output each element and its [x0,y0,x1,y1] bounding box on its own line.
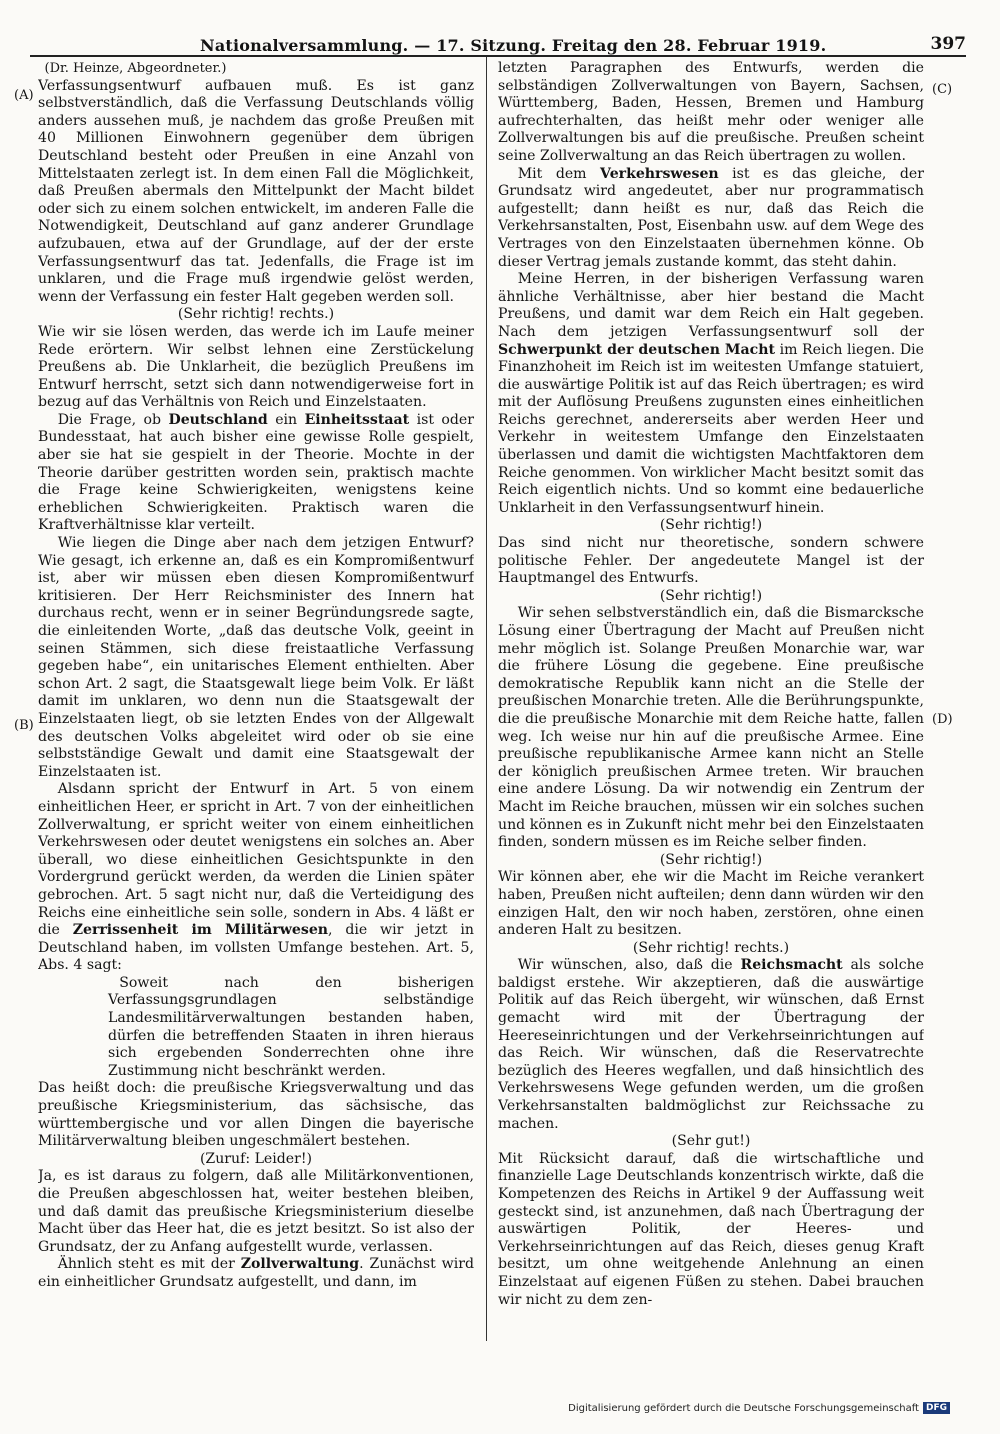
digitization-credit [568,1402,950,1414]
paragraph: Die Frage, ob Deutschland ein Einheitsstaat ist oder Bundesstaat, hat auch bisher eine gewisse Rolle gespielt, aber sie hat sie gespielt in der Theorie. Mochte in der Theorie darüber gestritten worden sein, praktisch machte die Frage keine Schwierigkeiten, wenigstens keine erheblichen Schwierigkeiten. Praktisch waren die Kraftverhältnisse klar verteilt. [38,411,474,534]
credit-text: Digitalisierung gefördert durch die Deutsche Forschungsgemeinschaft [568,1402,919,1414]
margin-mark-c: (C) [932,82,953,97]
dfg-logo: DFG [923,1402,950,1414]
paragraph: Ähnlich steht es mit der Zollverwaltung. Zunächst wird ein einheitlicher Grundsatz aufgestellt, und dann, im [38,1256,474,1290]
bold-term: Reichsmacht [740,957,843,974]
quoted-article: Soweit nach den bisherigen Verfassungsgrundlagen selbständige Landesmilitärverwaltungen bestanden haben, dürfen die betreffenden Staaten in ihren hieraus sich ergebenden Sonderrechten ohne ihre Zustimmung nicht beschränkt werden. [108,974,474,1079]
bold-term: Zollverwaltung [240,1256,360,1273]
paragraph: Wie liegen die Dinge aber nach dem jetzigen Entwurf? Wie gesagt, ich erkenne an, daß es ein Kompromißentwurf ist, aber wir müssen eben diesen Kompromißentwurf kritisieren. Der Herr Reichsminister des Innern hat durchaus recht, wenn er in seiner Begründungsrede sagte, die einleitenden Worte, „daß das deutsche Volk, geeint in seinen Stämmen, sich diese freistaatliche Verfassung gegeben habe“, ein unitarisches Element enthielten. Aber schon Art. 2 sagt, die Staatsgewalt liege beim Volk. Er läßt damit im unklaren, wo denn nun die Staatsgewalt der Einzelstaaten liegt, ob sie letzten Endes von der Allgewalt des deutschen Volks abgeleitet wird oder ob sie eine selbstständige Gewalt und damit eine Staatsgewalt der Einzelstaaten ist. [38,535,474,780]
speaker-note: (Dr. Heinze, Abgeordneter.) [44,61,227,76]
paragraph: Verfassungsentwurf aufbauen muß. Es ist ganz selbstverständlich, daß die Verfassung Deutschlands völlig anders aussehen muß, je nachdem das große Preußen mit 40 Millionen Einwohnern gegenüber dem übrigen Deutschland besteht oder Preußen in eine Anzahl von Mittelstaaten zerlegt ist. In dem einen Fall die Möglichkeit, daß Preußen abermals den Mittelpunkt der Macht bildet oder sich zu einem solchen entwickelt, im anderen Falle die Notwendigkeit, Deutschland auf ganz anderer Grundlage aufzubauen, etwa auf der Grundlage, auf der der erste Verfassungsentwurf das tat. Jedenfalls, die Frage ist im unklaren, und die Frage muß irgendwie gelöst werden, wenn der Verfassung ein fester Halt gegeben werden soll. [38,77,474,305]
margin-mark-a: (A) [14,88,34,103]
bold-term: Deutschland [168,411,268,428]
page-header [30,28,966,54]
interjection: (Sehr richtig! rechts.) [632,939,790,956]
header-rule [30,55,966,57]
interjection: (Sehr richtig!) [659,517,763,534]
interjection: (Sehr richtig!) [659,851,763,868]
margin-mark-b: (B) [14,718,34,733]
paragraph: Wir wünschen, also, daß die Reichsmacht als solche baldigst erstehe. Wir akzeptieren, daß die auswärtige Politik auf das Reich übergeht, wir wünschen, daß Ernst gemacht wird mit der Übertragung der Heereseinrichtungen und der Verkehrseinrichtungen auf das Reich. Wir wünschen, daß die Reservatrechte bezüglich des Heeres wegfallen, und daß hinsichtlich des Verkehrswesens Wege gefunden werden, um die großen Verkehrsanstalten baldmöglichst zur Reichssache zu machen. [498,957,924,1132]
paragraph: Wir können aber, ehe wir die Macht im Reiche verankert haben, Preußen nicht aufteilen; denn dann würden wir den einzigen Halt, den wir noch haben, zerstören, ohne einen anderen Halt zu besitzen. [498,869,924,939]
bold-term: Verkehrswesen [600,165,719,182]
right-column [498,60,924,1342]
paragraph: Das heißt doch: die preußische Kriegsverwaltung und das preußische Kriegsministerium, das sächsische, das württembergische und vor allen Dingen die bayerische Militärverwaltung bleiben ungeschmälert bestehen. [38,1080,474,1150]
bold-term: Schwerpunkt der deutschen Macht [498,341,776,358]
interjection: (Sehr richtig! rechts.) [177,306,335,323]
left-column [38,60,474,1342]
paragraph: Wie wir sie lösen werden, das werde ich im Laufe meiner Rede erörtern. Wir selbst lehnen eine Zerstückelung Preußens ab. Die Unklarheit, die bezüglich Preußens im Entwurf herrscht, setzt sich dann notwendigerweise fort in bezug auf das Verhältnis von Reich und Einzelstaaten. [38,323,474,411]
paragraph: letzten Paragraphen des Entwurfs, werden die selbständigen Zollverwaltungen von Bayern, Sachsen, Württemberg, Baden, Hessen, Bremen und Hamburg aufrechterhalten, das heißt mehr oder weniger alle Zollverwaltungen bis auf die preußische. Preußen scheint seine Zollverwaltung an das Reich übertragen zu wollen. [498,60,924,164]
paragraph: Das sind nicht nur theoretische, sondern schwere politische Fehler. Der angedeutete Mangel ist der Hauptmangel des Entwurfs. [498,535,924,587]
interjection: (Sehr richtig!) [659,587,763,604]
paragraph: Mit Rücksicht darauf, daß die wirtschaftliche und finanzielle Lage Deutschlands konzentrisch wirkte, daß die Kompetenzen des Reichs in Artikel 9 der Auffassung weit gesteckt sind, ist anzunehmen, daß nach Übertragung der auswärtigen Politik, der Heeres- und Verkehrseinrichtungen auf das Reich, dieses genug Kraft besitzt, um ohne weitgehende Anlehnung an einen Einzelstaat auf eigenen Füßen zu stehen. Dabei brauchen wir nicht zu dem zen- [498,1150,924,1308]
paragraph: Meine Herren, in der bisherigen Verfassung waren ähnliche Verhältnisse, aber hier bestand die Macht Preußens, und damit war dem Reich ein Halt gegeben. Nach dem jetzigen Verfassungsentwurf soll der Schwerpunkt der deutschen Macht im Reich liegen. Die Finanzhoheit im Reich ist im weitesten Umfange statuiert, die auswärtige Politik ist auf das Reich übertragen; es wird mit der Auflösung Preußens zugunsten eines einheitlichen Reichs gerechnet, andererseits aber werden Heer und Verkehr in weitestem Umfange den Einzelstaaten überlassen und damit die wichtigsten Machtfaktoren dem Reiche genommen. Von wirklicher Macht besitzt somit das Reich eigentlich nichts. Und so kommt eine bedauerliche Unklarheit in den Verfassungsentwurf hinein. [498,271,924,516]
page-title: Nationalversammlung. — 17. Sitzung. Freitag den 28. Februar 1919. [200,36,827,55]
interjection: (Sehr gut!) [671,1133,751,1150]
bold-term: Zerrissenheit im Militärwesen [72,922,329,939]
paragraph: Ja, es ist daraus zu folgern, daß alle Militärkonventionen, die Preußen abgeschlossen hat, weiter bestehen bleiben, und daß damit das preußische Kriegsministerium dieselbe Macht über das Heer hat, die es jetzt besitzt. So ist also der Grundsatz, der zu Anfang aufgestellt wurde, verlassen. [38,1168,474,1255]
paragraph: Mit dem Verkehrswesen ist es das gleiche, der Grundsatz wird angedeutet, aber nur programmatisch aufgestellt; dann heißt es nur, daß das Reich die Verkehrsanstalten, Post, Eisenbahn usw. auf dem Wege des Vertrages von den Einzelstaaten übernehmen könne. Ob dieser Vertrag jemals zustande kommt, das steht dahin. [498,165,924,270]
bold-term: Einheitsstaat [304,411,410,428]
page-number: 397 [930,34,966,54]
column-divider [486,57,487,1341]
paragraph: Alsdann spricht der Entwurf in Art. 5 von einem einheitlichen Heer, er spricht in Art. 7 von der einheitlichen Zollverwaltung, er spricht weiter von einem einheitlichen Verkehrswesen oder deutet wenigstens ein solches an. Aber überall, wo diese einheitlichen Gesichtspunkte in den Vordergrund gerückt werden, da werden die Linien später gebrochen. Art. 5 sagt nicht nur, daß die Verteidigung des Reichs eine einheitliche sein solle, sondern in Abs. 4 läßt er die Zerrissenheit im Militärwesen, die wir jetzt in Deutschland haben, im vollsten Umfange bestehen. Art. 5, Abs. 4 sagt: [38,781,474,974]
interjection: (Zuruf: Leider!) [199,1150,313,1167]
paragraph: Wir sehen selbstverständlich ein, daß die Bismarcksche Lösung einer Übertragung der Macht auf Preußen nicht mehr möglich ist. Solange Preußen Monarchie war, war die frühere Lösung die gegebene. Eine preußische demokratische Republik kann nicht an die Stelle der preußischen Monarchie treten. Alle die Berührungspunkte, die die preußische Monarchie mit dem Reiche hatte, fallen weg. Ich weise nur hin auf die preußische Armee. Eine preußische republikanische Armee kann nicht an Stelle der königlich preußischen Armee treten. Wir brauchen eine andere Lösung. Da wir notwendig ein Zentrum der Macht im Reiche brauchen, müssen wir ein solches suchen und können es in Zukunft nicht mehr bei den Einzelstaaten finden, sondern müssen es im Reiche selber finden. [498,605,924,851]
margin-mark-d: (D) [932,712,953,727]
